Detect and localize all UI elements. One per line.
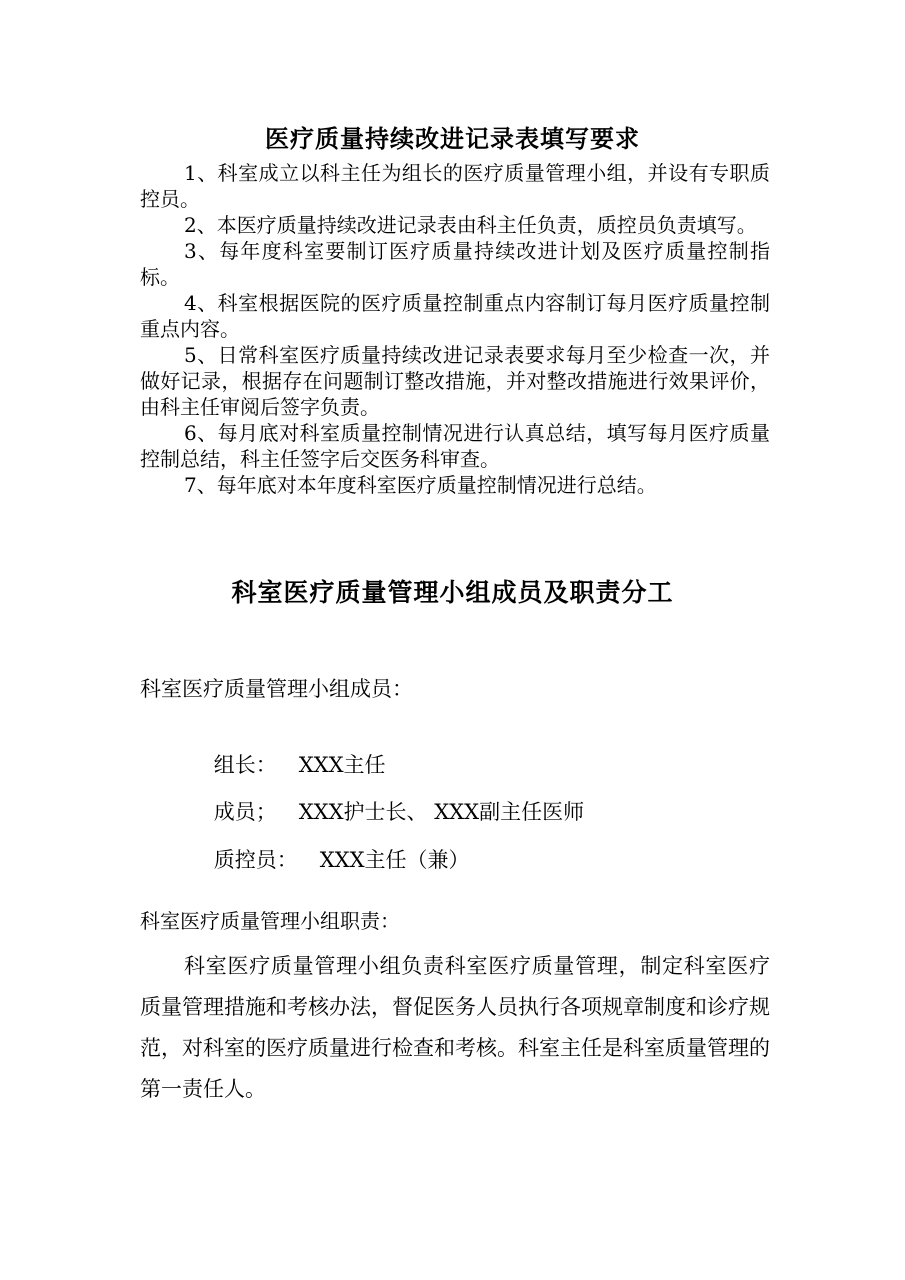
- member-label: 成员；: [213, 800, 277, 824]
- member-value: XXX主任（兼）: [319, 848, 470, 872]
- duties-paragraph: 科室医疗质量管理小组负责科室医疗质量管理，制定科室医疗质量管理措施和考核办法，督促医务人员执行各项规章制度和诊疗规范，对科室的医疗质量进行检查和考核。科室主任是科室质量管理的第一责任人。: [140, 954, 770, 1101]
- requirement-item: 7、每年底对本年度科室医疗质量控制情况进行总结。: [184, 473, 657, 497]
- duties-heading: 科室医疗质量管理小组职责：: [140, 909, 400, 933]
- requirement-item: 3、每年度科室要制订医疗质量持续改进计划及医疗质量控制指标。: [140, 239, 770, 289]
- requirement-item: 4、科室根据医院的医疗质量控制重点内容制订每月医疗质量控制重点内容。: [140, 291, 770, 341]
- requirements-title: 医疗质量持续改进记录表填写要求: [265, 125, 640, 153]
- requirement-item: 6、每月底对科室质量控制情况进行认真总结，填写每月医疗质量控制总结，科主任签字后交医务科审查。: [140, 421, 770, 471]
- requirement-item: 2、本医疗质量持续改进记录表由科主任负责，质控员负责填写。: [184, 213, 757, 237]
- group-title: 科室医疗质量管理小组成员及职责分工: [231, 578, 674, 607]
- requirement-item: 1、科室成立以科主任为组长的医疗质量管理小组，并设有专职质控员。: [140, 161, 770, 211]
- member-row-qc: [187, 815, 470, 905]
- member-value: XXX主任: [298, 753, 386, 777]
- members-heading: 科室医疗质量管理小组成员：: [140, 677, 413, 701]
- member-label: 质控员：: [213, 848, 298, 872]
- requirements-list: [140, 160, 770, 498]
- member-value: XXX护士长、 XXX副主任医师: [298, 800, 585, 824]
- requirement-item: 5、日常科室医疗质量持续改进记录表要求每月至少检查一次，并做好记录，根据存在问题制订整改措施，并对整改措施进行效果评价，由科主任审阅后签字负责。: [140, 343, 770, 419]
- member-label: 组长：: [213, 753, 277, 777]
